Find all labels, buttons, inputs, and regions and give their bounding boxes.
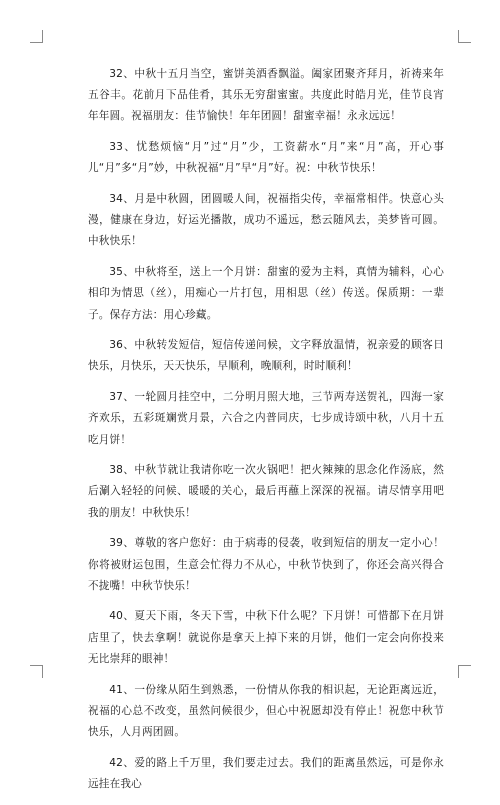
crop-mark-bottom-left [30, 665, 43, 678]
crop-mark-top-left [30, 30, 43, 43]
crop-mark-top-right [458, 30, 471, 43]
paragraph-37: 37、一轮圆月挂空中，二分明月照大地，三节两寿送贺礼，四海一家齐欢乐，五彩斑斓赏月景，六合之内普同庆，七步成诗颂中秋，八月十五吃月饼！ [88, 391, 444, 446]
paragraph-41: 41、一份缘从陌生到熟悉，一份情从你我的相识起，无论距离远近，祝福的心总不改变，虽然问候很少，但心中祝愿却没有停止！祝您中秋节快乐，人月两团圆。 [88, 683, 444, 738]
paragraph-32: 32、中秋十五月当空，蜜饼美酒香飘溢。阖家团聚齐拜月，祈祷来年五谷丰。花前月下品佳肴，其乐无穷甜蜜蜜。共度此时皓月光，佳节良宵年年圆。祝福朋友：佳节愉快！年年团圆！甜蜜幸福！永永远远！ [88, 68, 444, 123]
paragraph-40: 40、夏天下雨，冬天下雪，中秋下什么呢？下月饼！可惜都下在月饼店里了，快去拿啊！就说你是拿天上掉下来的月饼，他们一定会向你投来无比崇拜的眼神！ [88, 610, 444, 665]
paragraph-34: 34、月是中秋圆，团圆暖人间，祝福指尖传，幸福常相伴。快意心头漫，健康在身边，好运光播散，成功不遥远，愁云随风去，美梦皆可圆。中秋快乐！ [88, 193, 444, 248]
paragraph-42: 42、爱的路上千万里，我们要走过去。我们的距离虽然远，可是你永远挂在我心 [88, 756, 444, 790]
paragraph-35: 35、中秋将至，送上一个月饼：甜蜜的爱为主料，真情为辅料，心心相印为情思（丝），用痴心一片打包，用相思（丝）传送。保质期：一辈子。保存方法：用心珍藏。 [88, 266, 444, 321]
paragraph-38: 38、中秋节就让我请你吃一次火锅吧！把火辣辣的思念化作汤底，然后涮入轻轻的问候、暖暖的关心，最后再蘸上深深的祝福。请尽情享用吧我的朋友！中秋快乐！ [88, 464, 444, 519]
crop-mark-bottom-right [458, 665, 471, 678]
paragraph-33: 33、忧愁烦恼“月”过“月”少，工资薪水“月”来“月”高，开心事儿“月”多“月”妙，中秋祝福“月”早“月”好。祝：中秋节快乐！ [88, 141, 444, 175]
paragraph-39: 39、尊敬的客户您好：由于病毒的侵袭，收到短信的朋友一定小心！你将被财运包围，生意会忙得力不从心，中秋节快到了，你还会高兴得合不拢嘴！中秋节快乐！ [88, 537, 444, 592]
paragraph-36: 36、中秋转发短信，短信传递问候，文字释放温情，祝亲爱的顾客日快乐，月快乐，天天快乐，早顺利，晚顺利，时时顺利！ [88, 339, 444, 373]
document-body [88, 64, 444, 805]
